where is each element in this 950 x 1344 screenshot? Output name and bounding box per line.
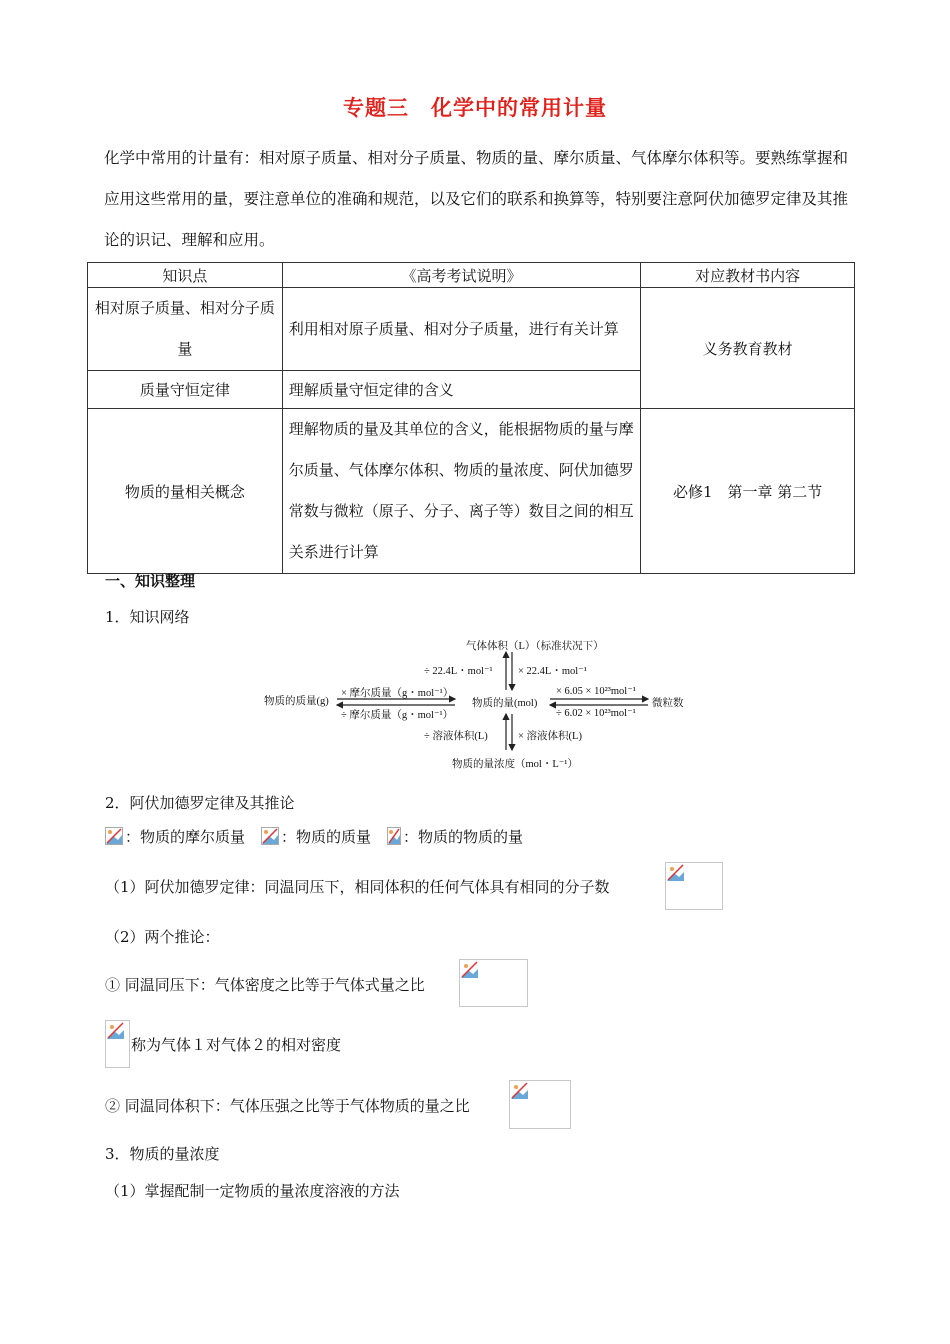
label-mul-molar-mass: × 摩尔质量（g・mol⁻¹） <box>341 688 454 699</box>
table-cell: 必修1 第一章 第二节 <box>641 409 855 574</box>
formula-image <box>509 1080 571 1129</box>
table-cell: 质量守恒定律 <box>88 371 283 409</box>
label-div-molar-mass: ÷ 摩尔质量（g・mol⁻¹） <box>341 710 454 721</box>
table-cell: 理解物质的量及其单位的含义，能根据物质的量与摩尔质量、气体摩尔体积、物质的量浓度、阿伏加德罗常数与微粒（原子、分子、离子等）数目之间的相互关系进行计算 <box>282 409 641 574</box>
legend-mass: ：物质的质量 <box>281 828 372 846</box>
table-header: 知识点 <box>88 263 283 288</box>
page-title: 专题三 化学中的常用计量 <box>343 96 607 120</box>
table-cell: 物质的量相关概念 <box>88 409 283 574</box>
node-gas-volume: 气体体积（L）（标准状况下） <box>466 641 604 652</box>
subsection-title: 3．物质的量浓度 <box>105 1145 220 1163</box>
concentration-method-text: （1）掌握配制一定物质的量浓度溶液的方法 <box>105 1182 400 1200</box>
subsection-title: 2．阿伏加德罗定律及其推论 <box>105 794 295 812</box>
label-div-solution-volume: ÷ 溶液体积(L) <box>424 731 488 742</box>
formula-image <box>105 1020 130 1068</box>
corollary-heading: （2）两个推论： <box>105 928 220 946</box>
legend-molar-mass: ：物质的摩尔质量 <box>125 828 246 846</box>
table-header: 《高考考试说明》 <box>282 263 641 288</box>
avogadro-law-text: （1）阿伏加德罗定律：同温同压下，相同体积的任何气体具有相同的分子数 <box>105 878 610 896</box>
label-div-avogadro: ÷ 6.02 × 10²³mol⁻¹ <box>556 708 636 719</box>
broken-image-icon <box>667 864 685 882</box>
table-cell: 利用相对原子质量、相对分子质量，进行有关计算 <box>282 288 641 371</box>
relative-density-text: 称为气体１对气体２的相对密度 <box>131 1036 342 1054</box>
node-mole: 物质的量(mol) <box>472 698 538 709</box>
subsection-title: 1．知识网络 <box>105 608 190 626</box>
node-concentration: 物质的量浓度（mol・L⁻¹） <box>452 759 578 770</box>
table-cell: 相对原子质量、相对分子质量 <box>88 288 283 371</box>
corollary-1-text: ① 同温同压下：气体密度之比等于气体式量之比 <box>105 976 425 994</box>
broken-image-icon <box>107 1022 125 1040</box>
broken-image-icon <box>511 1082 529 1100</box>
intro-paragraph: 化学中常用的计量有：相对原子质量、相对分子质量、物质的量、摩尔质量、气体摩尔体积等。要熟练掌握和应用这些常用的量，要注意单位的准确和规范，以及它们的联系和换算等，特别要注意阿伏加德罗定律及其推论的识记、理解和应用。 <box>104 149 849 249</box>
section-heading: 一、知识整理 <box>105 572 196 590</box>
label-div-molar-volume: ÷ 22.4L・mol⁻¹ <box>424 666 493 677</box>
knowledge-table <box>87 262 855 574</box>
formula-image <box>665 862 723 910</box>
node-particles: 微粒数 <box>652 698 684 709</box>
table-row <box>88 409 855 574</box>
table-header: 对应教材书内容 <box>641 263 855 288</box>
label-mul-solution-volume: × 溶液体积(L) <box>518 731 582 742</box>
label-mul-avogadro: × 6.05 × 10²³mol⁻¹ <box>556 686 636 697</box>
legend-amount: ：物质的物质的量 <box>403 828 524 846</box>
corollary-2-text: ② 同温同体积下：气体压强之比等于气体物质的量之比 <box>105 1097 470 1115</box>
table-cell: 义务教育教材 <box>641 288 855 409</box>
formula-image <box>459 959 528 1007</box>
knowledge-network-diagram <box>262 632 692 777</box>
broken-image-icon <box>105 827 123 849</box>
broken-image-icon <box>461 961 479 979</box>
broken-image-icon <box>261 827 279 849</box>
node-mass: 物质的质量(g) <box>264 696 329 707</box>
label-mul-molar-volume: × 22.4L・mol⁻¹ <box>518 666 587 677</box>
table-header-row <box>88 263 855 288</box>
table-row <box>88 288 855 371</box>
broken-image-icon <box>387 827 401 849</box>
legend-line <box>105 826 523 849</box>
table-cell: 理解质量守恒定律的含义 <box>282 371 641 409</box>
